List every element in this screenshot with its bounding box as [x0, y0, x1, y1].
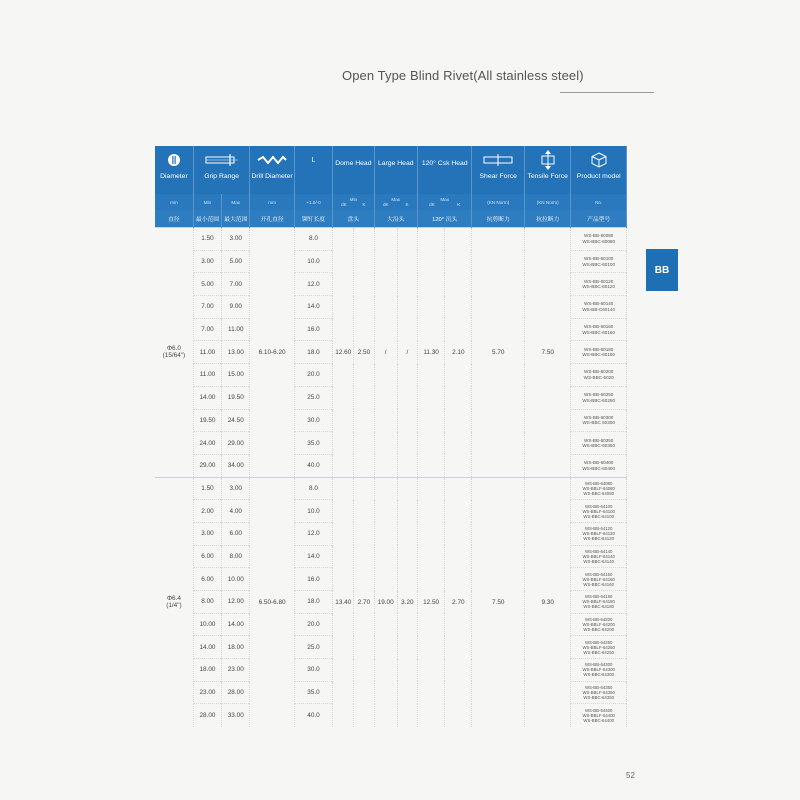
model-code: WS-BB-60100 [584, 256, 614, 262]
cn-min: 最小范围 [193, 210, 221, 228]
header-csk-head: 120° Csk Head [417, 146, 472, 194]
model-code: WS-BBLF-64120 [582, 531, 615, 537]
grip-max-cell: 9.00 [222, 296, 250, 319]
grip-min-cell: 8.00 [193, 591, 221, 614]
model-code: WS-BBC-64400 [583, 718, 614, 724]
model-code: WS-BB-64350 [584, 685, 613, 691]
dome-dk-cell: 13.40 [333, 477, 354, 727]
tensile-force-cell: 9.30 [524, 477, 570, 727]
diameter-icon [167, 153, 181, 167]
dome-k-cell: 2.70 [354, 477, 374, 727]
grip-min-cell: 19.50 [193, 409, 221, 432]
csk-k-cell: 2.10 [445, 228, 472, 478]
model-code: WS-BBC-60250 [582, 397, 616, 403]
grip-max-cell: 11.00 [222, 318, 250, 341]
grip-max-cell: 3.00 [222, 477, 250, 500]
length-cell: 35.0 [294, 681, 332, 704]
shear-force-cell: 5.70 [472, 228, 524, 478]
model-code: WS-BB-64200 [584, 617, 613, 623]
unit-large: Max dK K [374, 194, 417, 210]
grip-max-cell: 10.00 [222, 568, 250, 591]
grip-max-cell: 12.00 [222, 591, 250, 614]
grip-max-cell: 15.00 [222, 364, 250, 387]
grip-max-cell: 14.00 [222, 613, 250, 636]
csk-k-cell: 2.70 [445, 477, 472, 727]
length-cell: 14.0 [294, 296, 332, 319]
grip-max-cell: 24.50 [222, 409, 250, 432]
model-code: WS-BBC-60120 [582, 284, 616, 290]
header-large-head: Large Head [374, 146, 417, 194]
model-code: WS-BBLF-64300 [582, 667, 615, 673]
large-k-cell: / [397, 228, 417, 478]
unit-length-tolerance: +1.0/-0 [294, 194, 332, 210]
model-code: WS-BB-60160 [584, 324, 614, 330]
large-dk-cell: 19.00 [374, 477, 397, 727]
header-chinese-row [155, 210, 627, 228]
product-model-cell [571, 636, 627, 659]
grip-min-cell: 28.00 [193, 704, 221, 727]
header-shear-force: Shear Force [472, 146, 524, 194]
product-model-cell [571, 500, 627, 523]
grip-min-cell: 11.00 [193, 364, 221, 387]
model-code: WS-BB-64400 [584, 708, 613, 714]
product-model-cell [571, 545, 627, 568]
model-code: WS-BBLF-64080 [582, 485, 615, 491]
length-cell: 30.0 [294, 409, 332, 432]
grip-max-cell: 6.00 [222, 522, 250, 545]
product-model-cell [571, 341, 627, 364]
grip-max-cell: 23.00 [222, 659, 250, 682]
rivet-spec-table [155, 146, 627, 727]
length-cell: 40.0 [294, 704, 332, 727]
cn-max: 最大范围 [222, 210, 250, 228]
cn-drill: 开孔直径 [250, 210, 294, 228]
model-code: WS-BBC-60100 [582, 261, 616, 267]
product-model-cell [571, 477, 627, 500]
model-code: WS-BBC-64180 [583, 604, 614, 610]
length-cell: 8.0 [294, 477, 332, 500]
title-underline [560, 92, 654, 93]
length-cell: 35.0 [294, 432, 332, 455]
length-cell: 20.0 [294, 613, 332, 636]
cn-diameter: 直径 [155, 210, 193, 228]
unit-min: Min [193, 194, 221, 210]
cn-length: 铆钉长度 [294, 210, 332, 228]
large-k-cell: 3.20 [397, 477, 417, 727]
unit-csk: Max dK K [417, 194, 472, 210]
product-model-cell [571, 568, 627, 591]
length-cell: 20.0 [294, 364, 332, 387]
model-code: WS-BBLF-64160 [582, 576, 615, 582]
model-code: WS-BBC-6020 [583, 374, 614, 380]
model-code: WS-BBLF-64250 [582, 644, 615, 650]
model-code: WS-BB-60080 [584, 233, 614, 239]
cn-model: 产品型号 [571, 210, 627, 228]
grip-min-cell: 11.00 [193, 341, 221, 364]
length-cell: 30.0 [294, 659, 332, 682]
grip-max-cell: 28.00 [222, 681, 250, 704]
shear-force-cell: 7.50 [472, 477, 524, 727]
drill-icon [257, 155, 287, 165]
length-cell: 14.0 [294, 545, 332, 568]
drill-diameter-cell: 6.10-6.20 [250, 228, 294, 478]
model-code: WS-BBC-64160 [583, 581, 614, 587]
header-grip-range: Grip Range [193, 146, 250, 194]
grip-range-icon [204, 153, 240, 167]
length-cell: 12.0 [294, 522, 332, 545]
length-cell: 10.0 [294, 250, 332, 273]
grip-min-cell: 6.00 [193, 545, 221, 568]
model-code: WS-BB-64140 [584, 548, 613, 554]
unit-max: Max [222, 194, 250, 210]
length-cell: 40.0 [294, 454, 332, 477]
header-drill-diameter: Drill Diameter [250, 146, 294, 194]
model-code: WS-BB-64080 [584, 480, 613, 486]
model-code: WS-BB-C60140 [582, 306, 616, 312]
length-cell: 16.0 [294, 568, 332, 591]
header-dome-head: Dome Head [333, 146, 374, 194]
grip-min-cell: 1.50 [193, 228, 221, 251]
diameter-value: Φ6.4 [166, 595, 181, 603]
csk-dk-cell: 12.50 [417, 477, 444, 727]
model-code: WS-BB-64250 [584, 639, 613, 645]
model-code: WS-BBC-60180 [582, 352, 616, 358]
diameter-cell [155, 477, 193, 727]
length-cell: 25.0 [294, 386, 332, 409]
grip-min-cell: 6.00 [193, 568, 221, 591]
cn-dome: 盘头 [333, 210, 374, 228]
grip-min-cell: 18.00 [193, 659, 221, 682]
product-model-cell [571, 273, 627, 296]
unit-mm: mm [155, 194, 193, 210]
grip-max-cell: 33.00 [222, 704, 250, 727]
model-code: WS-BB-64160 [584, 571, 613, 577]
model-code: WS-BBC-60160 [582, 329, 616, 335]
dome-dk-cell: 12.60 [333, 228, 354, 478]
grip-min-cell: 5.00 [193, 273, 221, 296]
unit-tensile: (KN Norm) [524, 194, 570, 210]
grip-min-cell: 29.00 [193, 454, 221, 477]
model-code: WS-BBLF-64180 [582, 599, 615, 605]
shear-force-icon [481, 154, 515, 166]
grip-min-cell: 2.00 [193, 500, 221, 523]
grip-max-cell: 4.00 [222, 500, 250, 523]
grip-max-cell: 3.00 [222, 228, 250, 251]
diameter-cell [155, 228, 193, 478]
csk-dk-cell: 11.30 [417, 228, 444, 478]
grip-min-cell: 3.00 [193, 250, 221, 273]
model-code: WS-BBC-64300 [583, 672, 614, 678]
grip-max-cell: 19.50 [222, 386, 250, 409]
grip-min-cell: 7.00 [193, 296, 221, 319]
unit-drill-mm: mm [250, 194, 294, 210]
header-labels-row [155, 146, 627, 194]
grip-max-cell: 34.00 [222, 454, 250, 477]
table-row [155, 477, 627, 500]
grip-min-cell: 1.50 [193, 477, 221, 500]
model-code: WS-BBLF-64100 [582, 508, 615, 514]
model-code: WS-BBC-64120 [583, 536, 614, 542]
header-product-model: Product model [571, 146, 627, 194]
cn-shear: 抗剪断力 [472, 210, 524, 228]
grip-min-cell: 10.00 [193, 613, 221, 636]
package-box-icon [591, 152, 607, 168]
grip-min-cell: 24.00 [193, 432, 221, 455]
product-model-cell [571, 454, 627, 477]
length-cell: 10.0 [294, 500, 332, 523]
grip-max-cell: 8.00 [222, 545, 250, 568]
model-code: WS-BB-60350 [584, 437, 614, 443]
model-code: WS-BB-64100 [584, 503, 613, 509]
product-model-cell [571, 250, 627, 273]
length-cell: 18.0 [294, 341, 332, 364]
header-tensile-force: Tensile Force [524, 146, 570, 194]
grip-min-cell: 7.00 [193, 318, 221, 341]
grip-max-cell: 7.00 [222, 273, 250, 296]
grip-min-cell: 14.00 [193, 636, 221, 659]
table-row [155, 228, 627, 251]
length-cell: 8.0 [294, 228, 332, 251]
tensile-force-cell: 7.50 [524, 228, 570, 478]
spec-table-body [155, 228, 627, 727]
grip-max-cell: 13.00 [222, 341, 250, 364]
model-code: WS-BBLF-64400 [582, 713, 615, 719]
cn-large: 大沿头 [374, 210, 417, 228]
length-cell: 16.0 [294, 318, 332, 341]
diameter-value: Φ6.0 [166, 345, 181, 353]
grip-max-cell: 18.00 [222, 636, 250, 659]
model-code: WS-BBLF-64350 [582, 690, 615, 696]
model-code: WS-BB-60200 [584, 369, 614, 375]
model-code: WS-BBC-60080 [582, 238, 616, 244]
model-code: WS-BBLF-64140 [582, 553, 615, 559]
model-code: WS-BB-64300 [584, 662, 613, 668]
page-number: 52 [626, 771, 635, 780]
length-cell: 12.0 [294, 273, 332, 296]
model-code: WS-BB-60120 [584, 278, 614, 284]
product-model-cell [571, 659, 627, 682]
diameter-inch-value: (15/64") [162, 352, 186, 360]
header-units-row [155, 194, 627, 210]
model-code: WS-BB-60140 [584, 301, 614, 307]
grip-max-cell: 29.00 [222, 432, 250, 455]
product-model-cell [571, 591, 627, 614]
drill-diameter-cell: 6.50-6.80 [250, 477, 294, 727]
model-code: WS-BB-60400 [584, 460, 614, 466]
product-model-cell [571, 364, 627, 387]
grip-min-cell: 23.00 [193, 681, 221, 704]
length-marker: L [311, 156, 316, 164]
large-dk-cell: / [374, 228, 397, 478]
model-code: WS-BB-60300 [584, 414, 614, 420]
model-code: WS-BBC-64350 [583, 695, 614, 701]
model-code: WS-BBC-60400 [582, 465, 616, 471]
unit-shear: (KN Norm) [472, 194, 524, 210]
product-model-cell [571, 228, 627, 251]
model-code: WS-BBC-64140 [583, 558, 614, 564]
unit-model-no: No. [571, 194, 627, 210]
product-model-cell [571, 704, 627, 727]
model-code: WS-BB-64120 [584, 526, 613, 532]
length-cell: 18.0 [294, 591, 332, 614]
product-model-cell [571, 432, 627, 455]
product-model-cell [571, 318, 627, 341]
grip-min-cell: 3.00 [193, 522, 221, 545]
model-code: WS-BBC-64200 [583, 627, 614, 633]
product-model-cell [571, 613, 627, 636]
grip-max-cell: 5.00 [222, 250, 250, 273]
tensile-force-icon [539, 150, 557, 170]
model-code: WS-BB-60180 [584, 346, 614, 352]
unit-dome: Min dK K [333, 194, 374, 210]
cn-tensile: 抗拉断力 [524, 210, 570, 228]
diameter-inch-value: (1/4") [166, 602, 182, 610]
model-code: WS-BBC-64100 [583, 513, 614, 519]
grip-min-cell: 14.00 [193, 386, 221, 409]
cn-csk: 120° 沉头 [417, 210, 472, 228]
page-title: Open Type Blind Rivet(All stainless steel) [342, 68, 584, 83]
header-diameter: Diameter [155, 146, 193, 194]
length-cell: 25.0 [294, 636, 332, 659]
model-code: WS-BBC-64250 [583, 649, 614, 655]
product-model-cell [571, 296, 627, 319]
header-length [294, 146, 332, 194]
model-code: WS-BBC 60300 [582, 420, 615, 426]
product-model-cell [571, 681, 627, 704]
dome-k-cell: 2.50 [354, 228, 374, 478]
model-code: WS-BB-64180 [584, 594, 613, 600]
product-model-cell [571, 522, 627, 545]
model-code: WS-BBC-64080 [583, 490, 614, 496]
product-model-cell [571, 386, 627, 409]
model-code: WS-BB-60250 [584, 392, 614, 398]
model-code: WS-BBC-60350 [582, 443, 616, 449]
side-tab-bb: BB [646, 249, 678, 291]
product-model-cell [571, 409, 627, 432]
model-code: WS-BBLF-64200 [582, 622, 615, 628]
